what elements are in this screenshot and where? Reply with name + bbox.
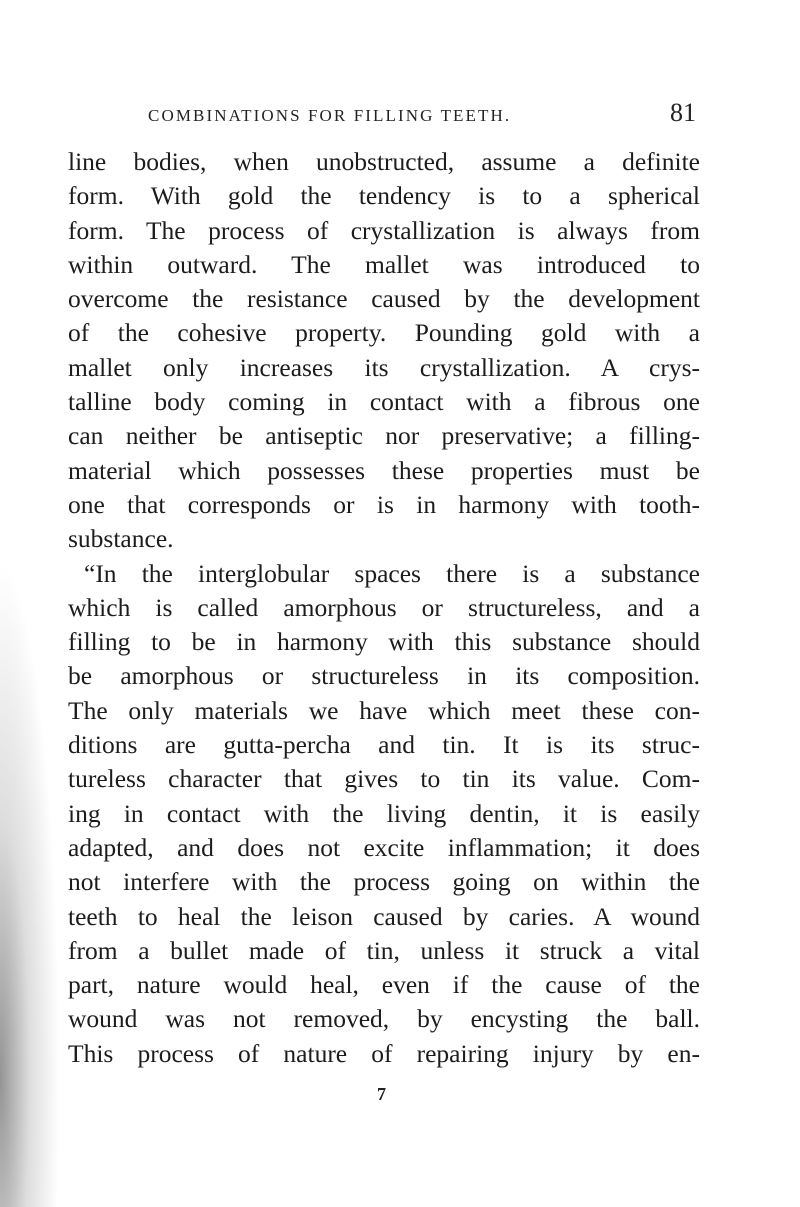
text-line: can neither be antiseptic nor preservative; a filling- <box>68 421 700 451</box>
page-header <box>148 100 700 134</box>
text-line: “In the interglobular spaces there is a substance <box>84 558 700 588</box>
text-line: substance. <box>68 524 174 554</box>
text-line: ditions are gutta-percha and tin. It is its struc- <box>68 730 700 760</box>
text-line: be amorphous or structureless in its composition. <box>68 661 700 691</box>
binding-shadow <box>0 560 60 1207</box>
running-head: COMBINATIONS FOR FILLING TEETH. <box>148 106 512 125</box>
text-line: from a bullet made of tin, unless it struck a vital <box>68 935 700 965</box>
page-number: 81 <box>670 98 696 127</box>
body-text <box>68 145 700 1071</box>
text-line: mallet only increases its crystallization. A crys- <box>68 352 700 382</box>
text-line: material which possesses these properties must be <box>68 455 700 485</box>
text-line: of the cohesive property. Pounding gold with a <box>68 318 700 348</box>
text-line: part, nature would heal, even if the cause of the <box>68 970 700 1000</box>
text-line: tureless character that gives to tin its value. Com- <box>68 764 700 794</box>
signature-mark: 7 <box>377 1084 386 1104</box>
text-line: within outward. The mallet was introduced to <box>68 249 700 279</box>
text-line: The only materials we have which meet these con- <box>68 695 700 725</box>
text-line: teeth to heal the leison caused by caries. A wound <box>68 901 700 931</box>
text-line: form. With gold the tendency is to a spherical <box>68 181 700 211</box>
text-line: ing in contact with the living dentin, it is easily <box>68 798 700 828</box>
text-line: filling to be in harmony with this substance should <box>68 627 700 657</box>
text-line: overcome the resistance caused by the development <box>68 284 700 314</box>
text-line: wound was not removed, by encysting the ball. <box>68 1004 700 1034</box>
text-line: form. The process of crystallization is always from <box>68 215 700 245</box>
text-line: line bodies, when unobstructed, assume a definite <box>68 147 700 176</box>
text-line: not interfere with the process going on within the <box>68 867 700 897</box>
text-line: This process of nature of repairing injury by en- <box>68 1038 700 1068</box>
text-line: which is called amorphous or structureless, and a <box>68 592 700 622</box>
text-line: talline body coming in contact with a fibrous one <box>68 387 700 417</box>
text-line: adapted, and does not excite inflammation; it does <box>68 832 700 862</box>
text-line: one that corresponds or is in harmony with tooth- <box>68 489 700 519</box>
